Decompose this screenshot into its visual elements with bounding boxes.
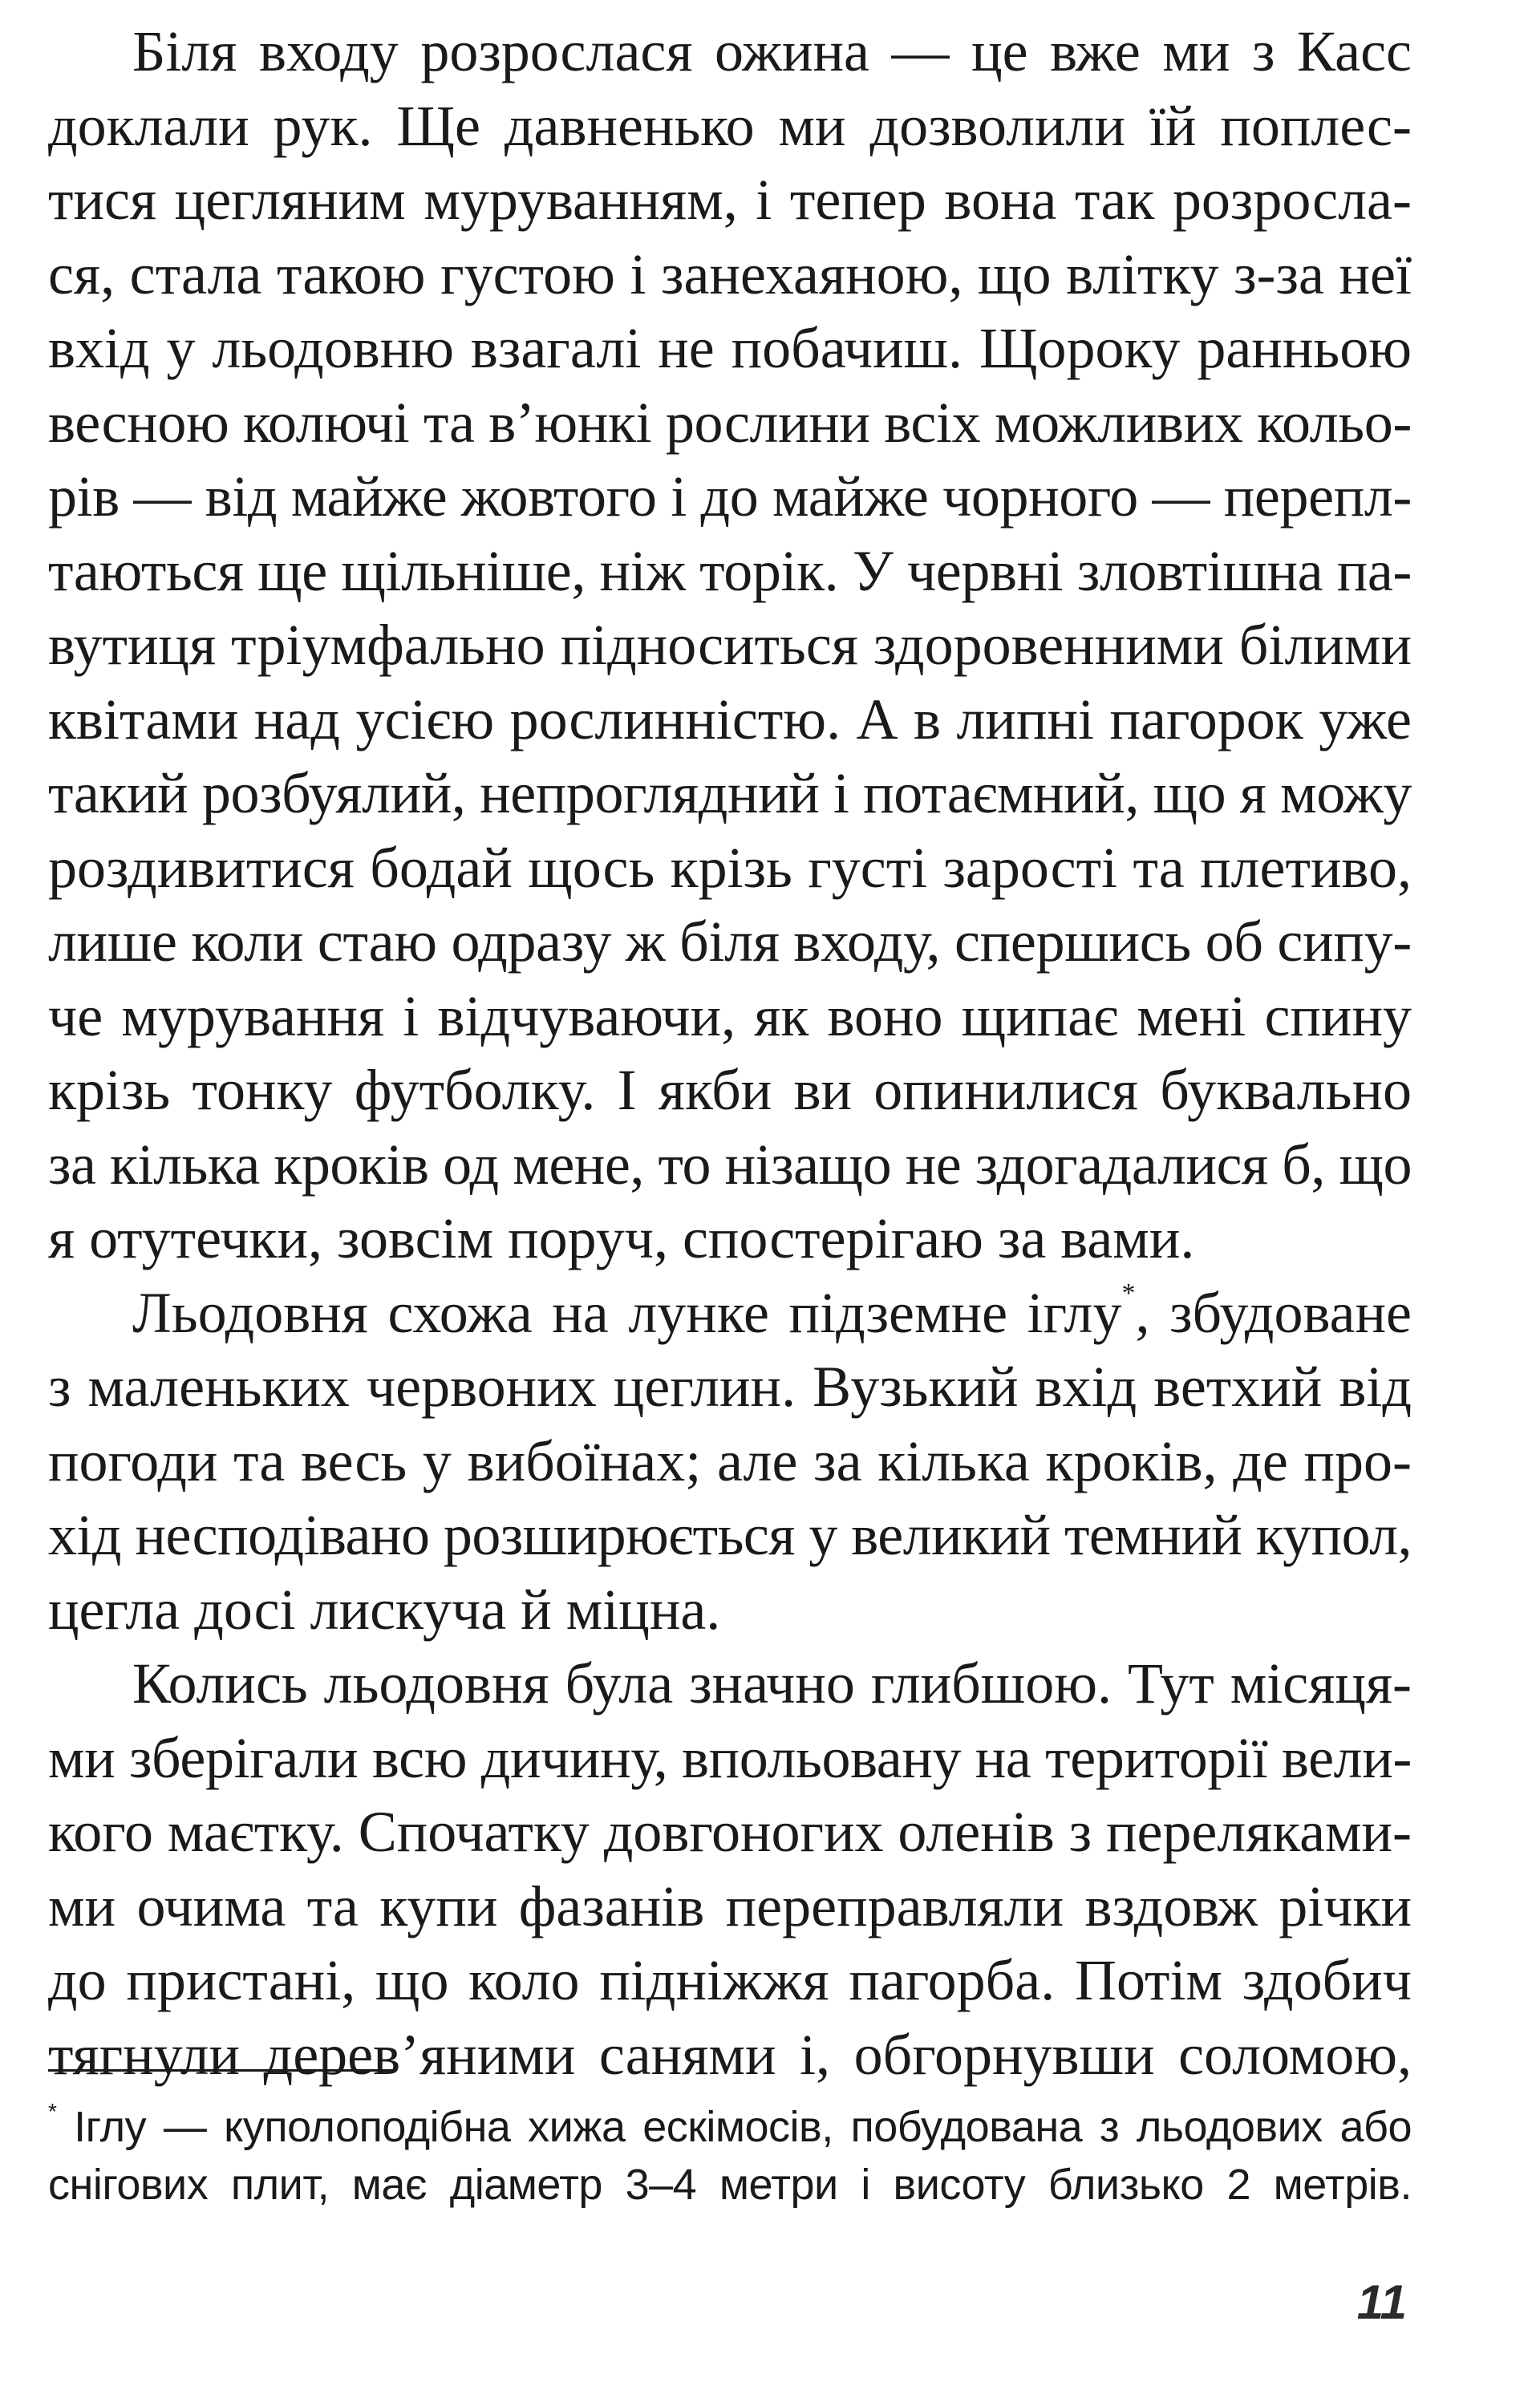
text-line: роздивитися бодай щось крізь густі зарості та плетиво, — [48, 835, 1412, 900]
text-line: вутиця тріумфально підноситься здоровенними білими — [48, 613, 1412, 677]
footnote-mark: * — [48, 2099, 57, 2124]
paragraph-2 — [48, 1276, 1412, 1647]
text-line: вхід у льодовню взагалі не побачиш. Щороку ранньою — [48, 316, 1412, 380]
text-line: за кілька кроків од мене, то нізащо не здогадалися б, що — [48, 1132, 1412, 1197]
text-line: лише коли стаю одразу ж біля входу, спершись об сипу- — [48, 909, 1412, 974]
text-run: , збудоване — [1135, 1280, 1412, 1345]
text-line: доклали рук. Ще давненько ми дозволили їй поплес- — [48, 93, 1412, 158]
text-line: хід несподівано розширюється у великий темний купол, — [48, 1503, 1412, 1567]
text-line: такий розбуялий, непроглядний і потаємний, що я можу — [48, 761, 1412, 825]
footnote-text: Іглу — куполоподібна хижа ескімосів, побудована з льодових або — [56, 2103, 1412, 2151]
text-line: з маленьких червоних цеглин. Вузький вхід ветхий від — [48, 1355, 1412, 1419]
text-line: весною колючі та в’юнкі рослини всіх можливих кольо- — [48, 390, 1412, 455]
text-line — [48, 1276, 1412, 1351]
footnote — [48, 2098, 1412, 2214]
footnote-reference: * — [1121, 1278, 1136, 1308]
text-line: до пристані, що коло підніжжя пагорба. Потім здобич — [48, 1948, 1412, 2012]
text-line: погоди та весь у вибоїнах; але за кілька кроків, де про- — [48, 1428, 1412, 1493]
text-line: таються ще щільніше, ніж торік. У червні зловтішна па- — [48, 538, 1412, 603]
text-line: тися цегляним муруванням, і тепер вона так розросла- — [48, 168, 1412, 232]
text-line: крізь тонку футболку. І якби ви опинилися буквально — [48, 1058, 1412, 1122]
footnote-line — [48, 2098, 1412, 2156]
text-line: ми зберігали всю дичину, впольовану на території вели- — [48, 1725, 1412, 1790]
text-run: Льодовня схожа на лунке підземне іглу — [132, 1280, 1122, 1345]
text-line: ся, стала такою густою і занехаяною, що влітку з-за неї — [48, 241, 1412, 306]
paragraph-1 — [48, 14, 1412, 1276]
paragraph-3 — [48, 1647, 1412, 2092]
text-line: че мурування і відчуваючи, як воно щипає мені спину — [48, 983, 1412, 1048]
page-number: 11 — [1356, 2275, 1407, 2329]
footnote-divider — [48, 2069, 393, 2072]
text-line: рів — від майже жовтого і до майже чорного — перепл- — [48, 464, 1412, 529]
text-line: я отутечки, зовсім поруч, спостерігаю за вами. — [48, 1206, 1195, 1270]
book-page — [48, 14, 1412, 2340]
text-line: ми очима та купи фазанів переправляли вздовж річки — [48, 1874, 1412, 1938]
text-line: кого маєтку. Спочатку довгоногих оленів з переляками- — [48, 1800, 1412, 1864]
text-line: цегла досі лискуча й міцна. — [48, 1577, 721, 1642]
text-line: квітами над усією рослинністю. А в липні пагорок уже — [48, 687, 1412, 751]
footnote-line: снігових плит, має діаметр 3–4 метри і висоту близько 2 метрів. — [48, 2161, 1412, 2209]
text-line: тягнули дерев’яними санями і, обгорнувши соломою, — [48, 2022, 1412, 2087]
text-line: Колись льодовня була значно глибшою. Тут місяця- — [132, 1651, 1412, 1716]
text-line: Біля входу розрослася ожина — це вже ми з Касс — [132, 19, 1412, 83]
